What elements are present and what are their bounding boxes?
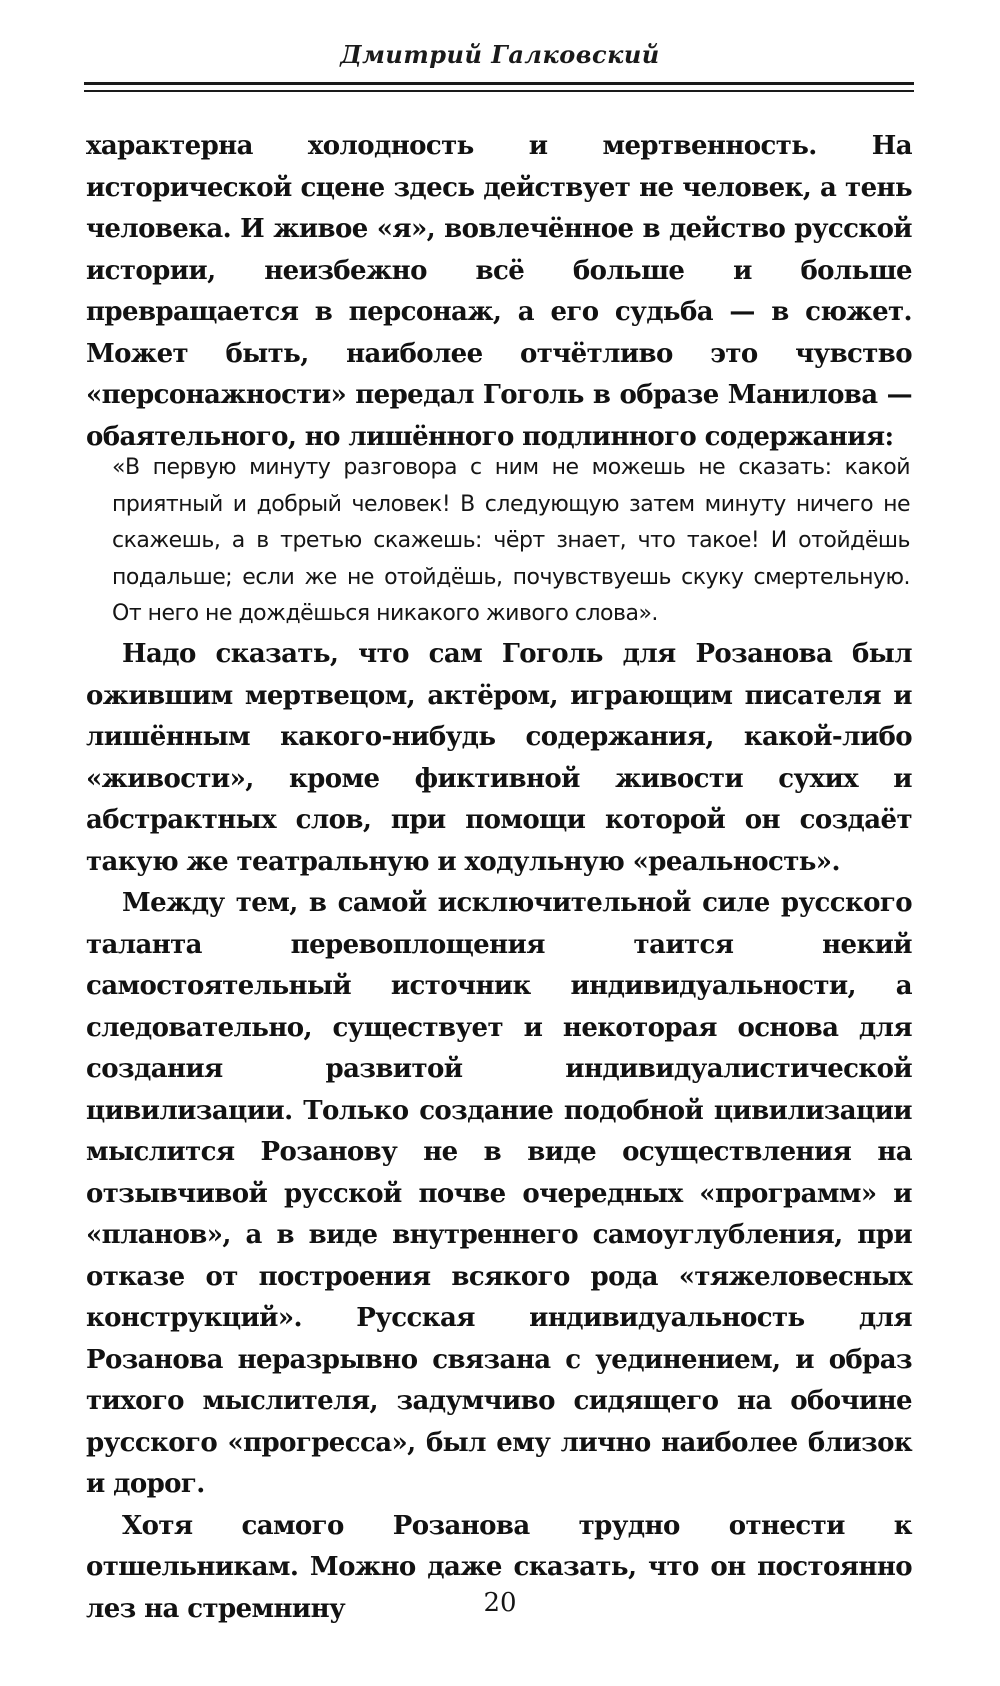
paragraph-2: Надо сказать, что сам Гоголь для Розанова был ожившим мертвецом, актёром, играющим писателя и лишённым какого-нибудь содержания, какой-либо «живости», кроме фиктивной живости сухих и абстрактных слов, при помощи которой он создаёт такую же театральную и ходульную «реальность». xyxy=(86,639,912,877)
paragraph-3: Между тем, в самой исключительной силе русского таланта перевоплощения таится некий самостоятельный источник индивидуальности, а следовательно, существует и некоторая основа для создания развитой индивидуалистической цивилизации. Только создание подобной цивилизации мыслится Розанову не в виде осуществления на отзывчивой русской почве очередных «программ» и «планов», а в виде внутреннего самоуглубления, при отказе от построения всякого рода «тяжеловесных конструкций». Русская индивидуальность для Розанова неразрывно связана с уединением, и образ тихого мыслителя, задумчиво сидящего на обочине русского «прогресса», был ему лично наиболее близок и дорог. xyxy=(86,888,912,1499)
block-quote xyxy=(112,450,910,633)
page-number: 20 xyxy=(483,1588,517,1618)
header-rule-thick xyxy=(84,82,914,85)
paragraph-4: Хотя самого Розанова трудно отнести к отшельникам. Можно даже сказать, что он постоянно лез на стремнину xyxy=(86,1510,912,1624)
running-title: Дмитрий Галковский xyxy=(340,40,660,69)
body-text-main xyxy=(86,634,912,1630)
quote-text: «В первую минуту разговора с ним не можешь не сказать: какой приятный и добрый человек! В следующую затем минуту ничего не скажешь, а в третью скажешь: чёрт знает, что такое! И отойдёшь подальше; если же не отойдёшь, почувствуешь скуку смертельную. От него не дождёшься никакого живого слова». xyxy=(112,455,910,626)
body-text-top xyxy=(86,126,912,458)
header-rule-thin xyxy=(84,90,914,92)
paragraph-1: характерна холодность и мертвенность. На исторической сцене здесь действует не человек, а тень человека. И живое «я», вовлечённое в действо русской истории, неизбежно всё больше и больше превращается в персонаж, а его судьба — в сюжет. Может быть, наиболее отчётливо это чувство «персонажности» передал Гоголь в образе Манилова — обаятельного, но лишённого подлинного содержания: xyxy=(86,131,912,452)
